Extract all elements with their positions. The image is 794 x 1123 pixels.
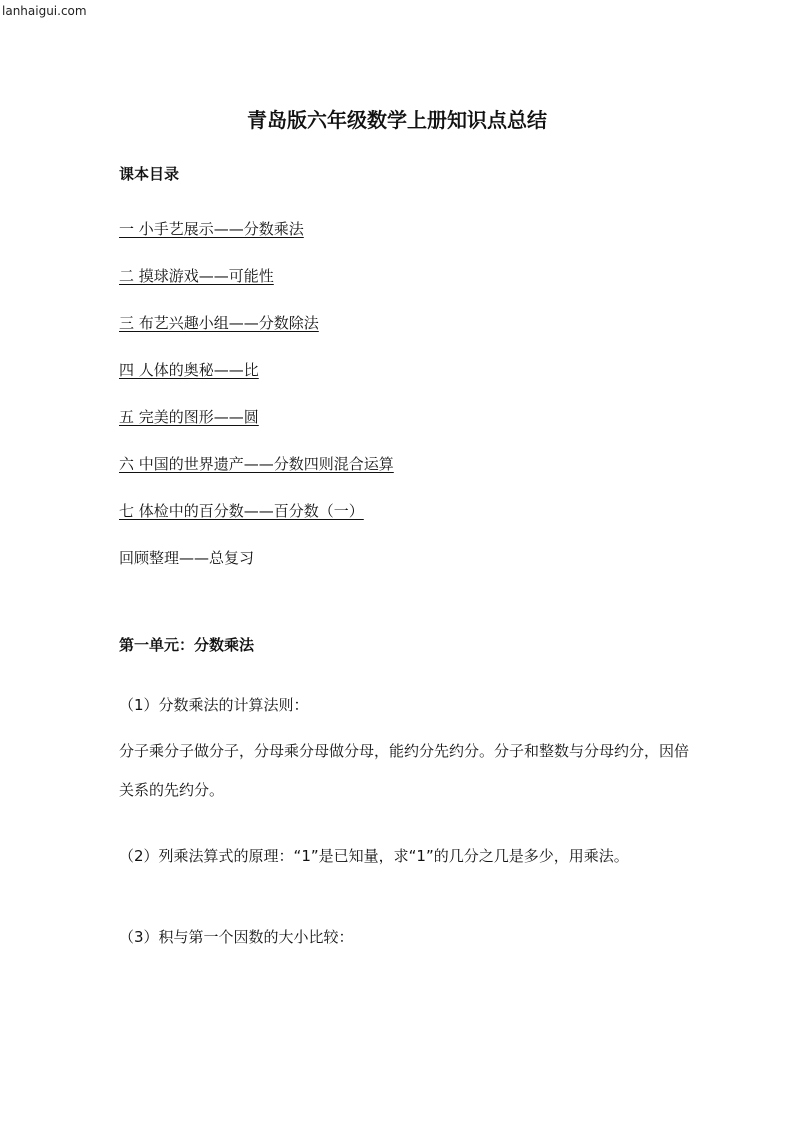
toc-item [119, 543, 394, 590]
unit1-heading: 第一单元：分数乘法 [119, 636, 255, 654]
page-title: 青岛版六年级数学上册知识点总结 [247, 108, 547, 132]
toc-item [119, 449, 394, 496]
toc-item [119, 402, 394, 449]
toc-item [119, 261, 394, 308]
toc-link-2[interactable]: 二 摸球游戏——可能性 [119, 267, 274, 285]
toc-link-6[interactable]: 六 中国的世界遗产——分数四则混合运算 [119, 455, 394, 473]
toc-item-review: 回顾整理——总复习 [119, 549, 255, 567]
comparison-heading: （3）积与第一个因数的大小比较： [119, 928, 354, 946]
toc-heading: 课本目录 [119, 165, 180, 183]
toc-item [119, 214, 394, 261]
toc-item [119, 308, 394, 355]
toc-link-7[interactable]: 七 体检中的百分数——百分数（一） [119, 502, 364, 520]
table-of-contents [119, 214, 394, 590]
toc-item [119, 496, 394, 543]
toc-link-4[interactable]: 四 人体的奥秘——比 [119, 361, 259, 379]
toc-link-5[interactable]: 五 完美的图形——圆 [119, 408, 259, 426]
principle-text: （2）列乘法算式的原理：“1”是已知量，求“1”的几分之几是多少，用乘法。 [119, 847, 629, 865]
watermark: lanhaigui.com [2, 4, 87, 18]
toc-link-1[interactable]: 一 小手艺展示——分数乘法 [119, 220, 304, 238]
rule-text: 分子乘分子做分子，分母乘分母做分母，能约分先约分。分子和整数与分母约分，因倍关系的先约分。 [119, 742, 690, 799]
toc-link-3[interactable]: 三 布艺兴趣小组——分数除法 [119, 314, 319, 332]
toc-item [119, 355, 394, 402]
rule-heading: （1）分数乘法的计算法则： [119, 696, 309, 714]
